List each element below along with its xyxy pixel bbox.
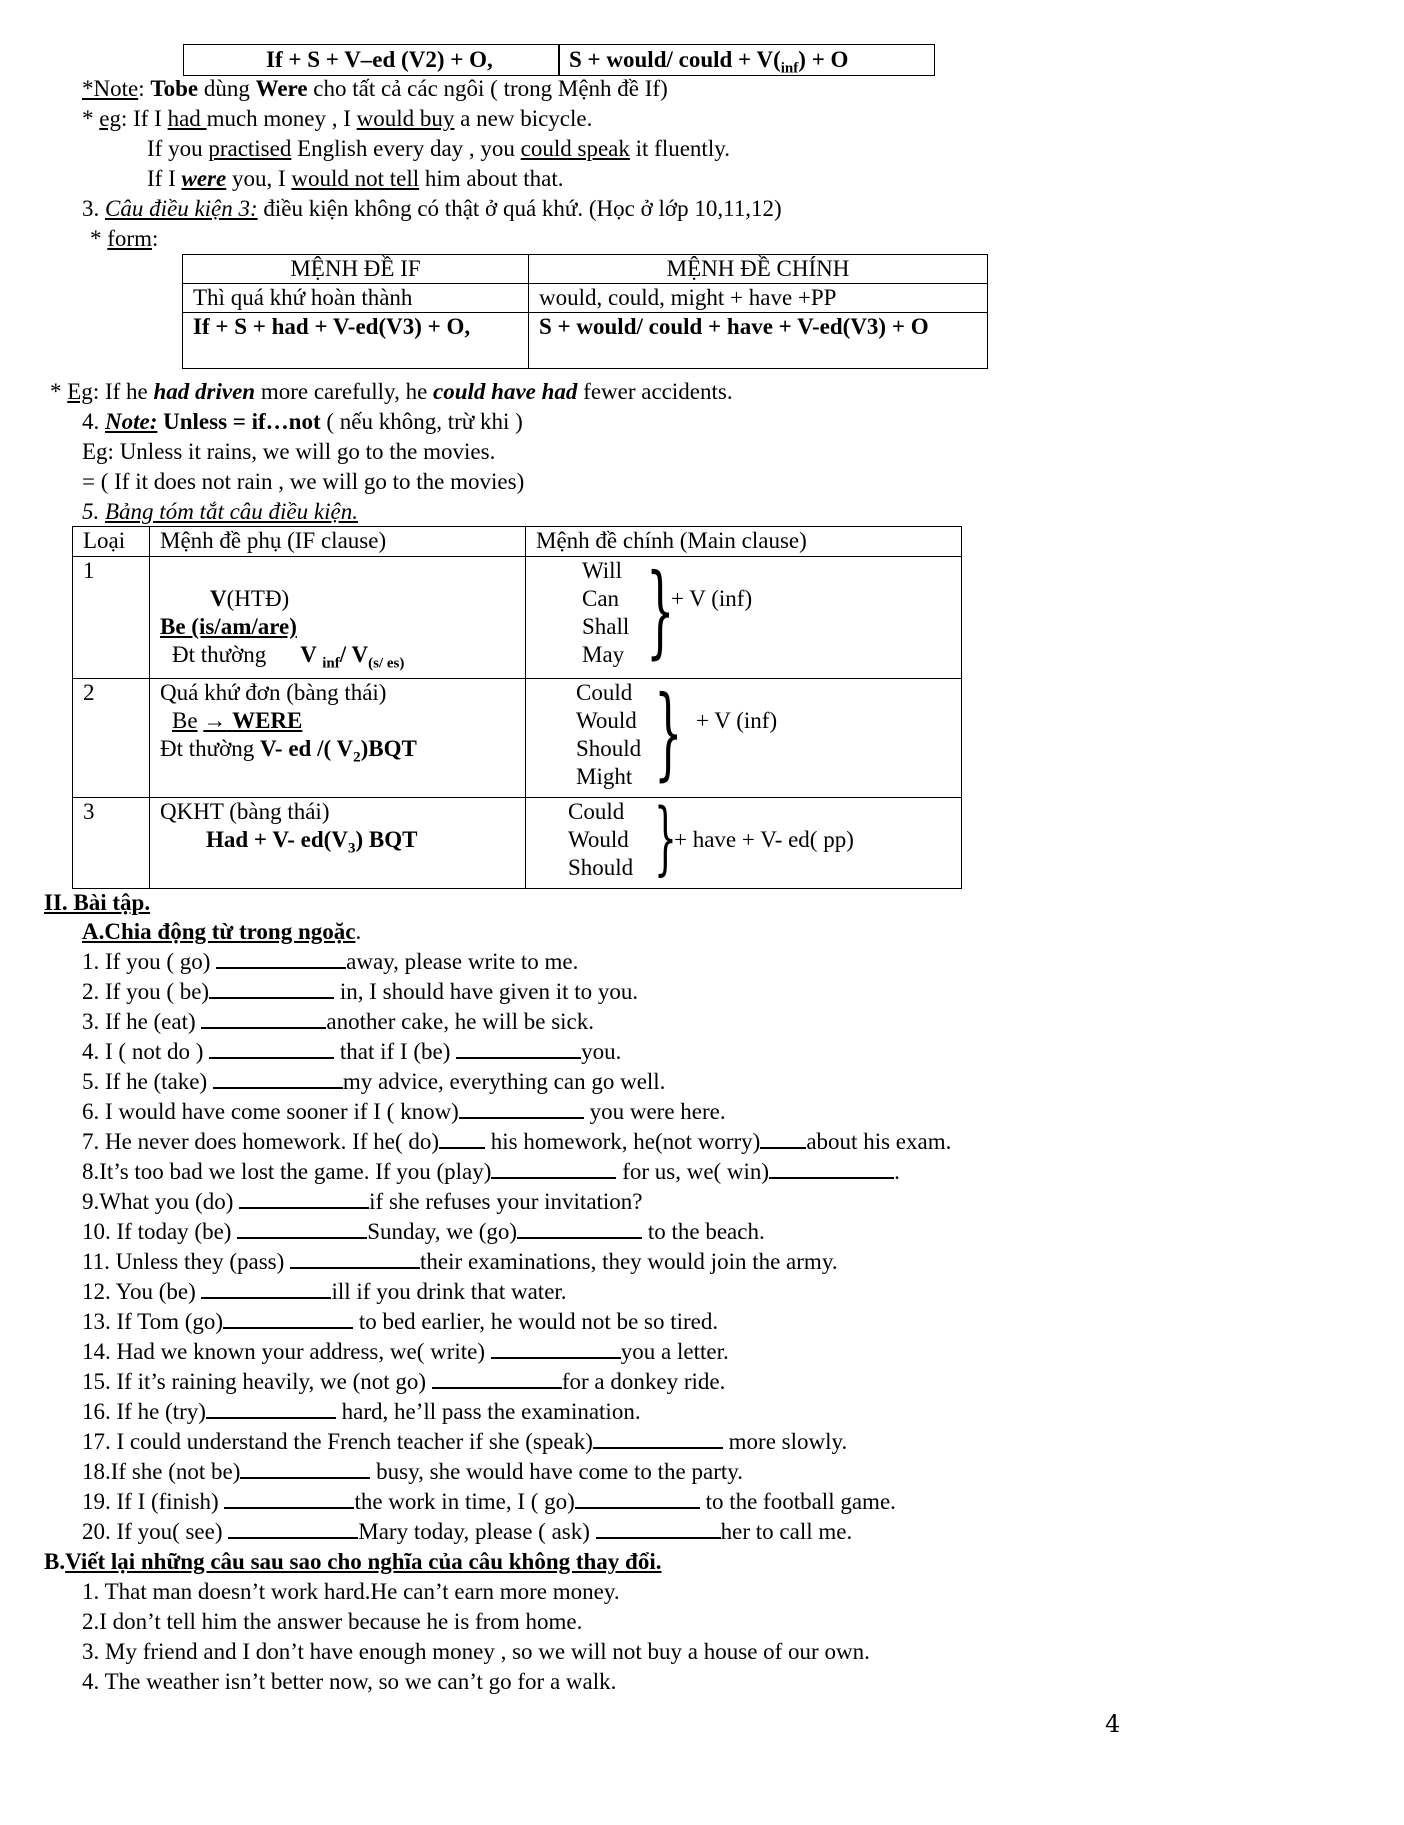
type2-formula-box — [183, 44, 935, 76]
exercise-10: 10. If today (be) Sunday, we (go) to the beach. — [82, 1219, 765, 1244]
eg-type2-line2: If you practised English every day , you could speak it fluently. — [147, 136, 730, 161]
exercise-6: 6. I would have come sooner if I ( know) you were here. — [82, 1099, 726, 1124]
row2-main: Could Would Should Might } + V (inf) — [526, 678, 962, 797]
row2-if: Quá khứ đơn (bàng thái) Be → WERE Đt thường V- ed /( $V_2)BQT$ — [150, 678, 526, 797]
exercise-4: 4. I ( not do ) that if I (be) you. — [82, 1039, 622, 1064]
row2-type: 2 — [73, 678, 150, 797]
type3-table — [182, 254, 988, 369]
note-type2: *Note: Tobe dùng Were cho tất cả các ngôi ( trong Mệnh đề If) — [82, 76, 668, 101]
type3-main-modals: would, could, might + have +PP — [529, 284, 988, 313]
row3-if: QKHT (bàng thái) Had + V- $ed(V_3)$ BQT — [150, 797, 526, 888]
exercise-13: 13. If Tom (go) to bed earlier, he would not be so tired. — [82, 1309, 719, 1334]
exercise-19: 19. If I (finish) the work in time, I ( go) to the football game. — [82, 1489, 896, 1514]
type3-if-formula: If + S + had + V-ed(V3) + O, — [183, 313, 529, 369]
header-type: Loại — [73, 527, 150, 557]
eg-type2-line3: If I were you, I would not tell him about that. — [147, 166, 564, 191]
exercise-b-2: 2.I don’t tell him the answer because he is from home. — [82, 1609, 583, 1634]
type3-heading: 3. Câu điều kiện 3: điều kiện không có thật ở quá khứ. (Học ở lớp 10,11,12) — [82, 196, 782, 221]
note-unless: 4. Note: Unless = if…not ( nếu không, trừ khi ) — [82, 409, 523, 434]
type3-header-if: MỆNH ĐỀ IF — [183, 255, 529, 284]
part-b-heading: B.Viết lại những câu sau sao cho nghĩa của câu không thay đổi. — [44, 1549, 662, 1574]
formula-divider — [558, 45, 560, 75]
formula-main-part: S + would/ could + $V(_{inf}) + O$ — [569, 47, 849, 77]
exercise-1: 1. If you ( go) away, please write to me. — [82, 949, 579, 974]
brace-icon: } — [654, 790, 677, 884]
unless-example: Eg: Unless it rains, we will go to the movies. — [82, 439, 496, 464]
section-exercises: II. Bài tập. — [44, 890, 151, 915]
row1-type: 1 — [73, 557, 150, 679]
formula-if-part: If + S + V–ed (V2) + O, — [266, 47, 493, 72]
exercise-11: 11. Unless they (pass) their examinations, they would join the army. — [82, 1249, 838, 1274]
exercise-18: 18.If she (not be) busy, she would have come to the party. — [82, 1459, 743, 1484]
part-a-heading: A.Chia động từ trong ngoặc. — [82, 919, 362, 944]
exercise-7: 7. He never does homework. If he( do) his homework, he(not worry) about his exam. — [82, 1129, 952, 1154]
type3-header-main: MỆNH ĐỀ CHÍNH — [529, 255, 988, 284]
row1-main: Will Can Shall May } + V (inf) — [526, 557, 962, 679]
exercise-16: 16. If he (try) hard, he’ll pass the examination. — [82, 1399, 641, 1424]
exercise-8: 8.It’s too bad we lost the game. If you (play) for us, we( win) . — [82, 1159, 900, 1184]
row3-type: 3 — [73, 797, 150, 888]
unless-equivalent: = ( If it does not rain , we will go to the movies) — [82, 469, 525, 494]
arrow-right-icon: → — [203, 707, 227, 733]
form-label: * form: — [90, 226, 159, 251]
type3-main-formula: S + would/ could + have + V-ed(V3) + O — [529, 313, 988, 369]
exercise-b-1: 1. That man doesn’t work hard.He can’t earn more money. — [82, 1579, 620, 1604]
eg-type2-line1: * eg: If I had much money , I would buy a new bicycle. — [82, 106, 593, 131]
summary-table — [72, 526, 962, 889]
exercise-5: 5. If he (take) my advice, everything can go well. — [82, 1069, 666, 1094]
page-number: 4 — [1105, 1710, 1121, 1738]
exercise-20: 20. If you( see) Mary today, please ( ask) her to call me. — [82, 1519, 853, 1544]
brace-icon: } — [654, 673, 683, 791]
brace-icon: } — [646, 552, 675, 669]
eg-type3: * Eg: If he had driven more carefully, he could have had fewer accidents. — [50, 379, 733, 404]
exercise-12: 12. You (be) ill if you drink that water. — [82, 1279, 567, 1304]
exercise-9: 9.What you (do) if she refuses your invitation? — [82, 1189, 643, 1214]
header-if-clause: Mệnh đề phụ (IF clause) — [150, 527, 526, 557]
row3-main: Could Would Should } + have + V- ed( pp) — [526, 797, 962, 888]
exercise-b-4: 4. The weather isn’t better now, so we can’t go for a walk. — [82, 1669, 617, 1694]
exercise-15: 15. If it’s raining heavily, we (not go) for a donkey ride. — [82, 1369, 726, 1394]
row1-if: V(HTĐ) Be (is/am/are) Đt thường V $_{inf}$/ $V_{(s/ es)}$ — [150, 557, 526, 679]
exercise-17: 17. I could understand the French teacher if she (speak) more slowly. — [82, 1429, 848, 1454]
summary-heading: 5. Bảng tóm tắt câu điều kiện. — [82, 499, 358, 524]
exercise-2: 2. If you ( be) in, I should have given it to you. — [82, 979, 639, 1004]
exercise-14: 14. Had we known your address, we( write) you a letter. — [82, 1339, 729, 1364]
header-main-clause: Mệnh đề chính (Main clause) — [526, 527, 962, 557]
type3-if-tense: Thì quá khứ hoàn thành — [183, 284, 529, 313]
exercise-b-3: 3. My friend and I don’t have enough money , so we will not buy a house of our own. — [82, 1639, 870, 1664]
exercise-3: 3. If he (eat) another cake, he will be sick. — [82, 1009, 594, 1034]
